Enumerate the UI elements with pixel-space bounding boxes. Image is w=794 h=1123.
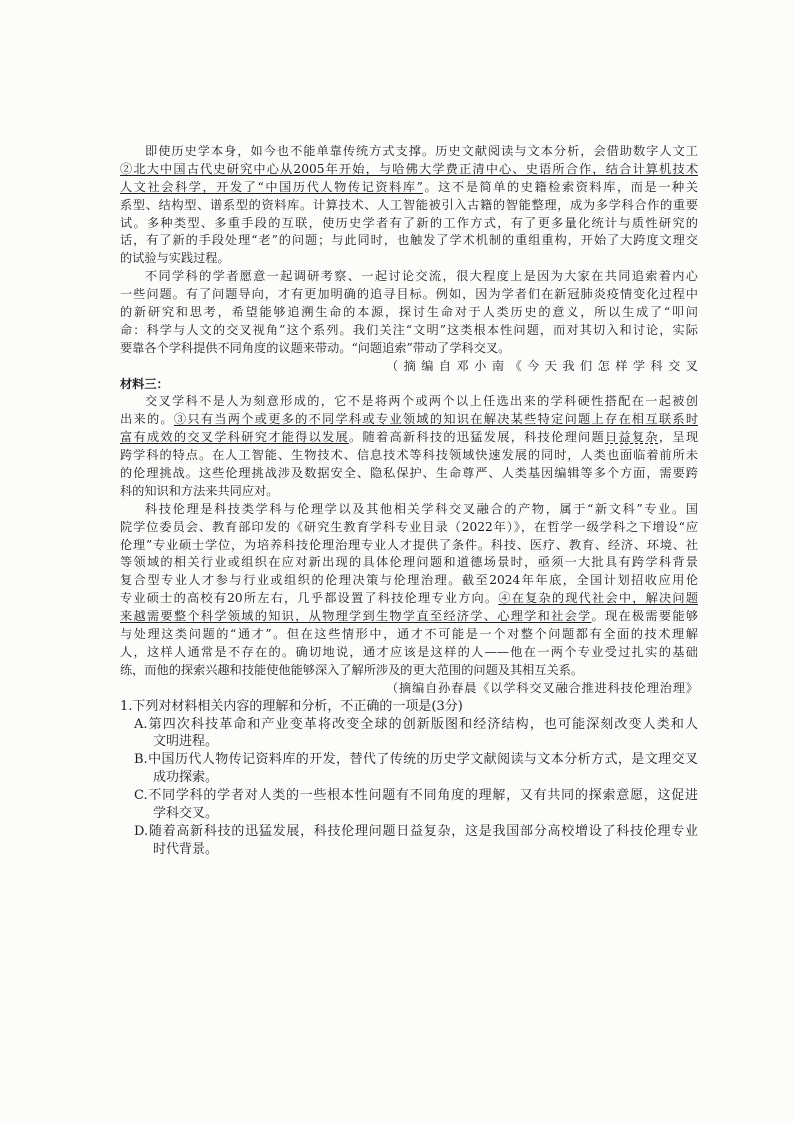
underlined-text: ④在复杂的现代社会中，解决问题 <box>498 591 698 606</box>
plain-text: ，呈现 <box>658 430 698 445</box>
plain-text: 。随着高新科技的迅猛发展，科技伦理问题 <box>349 430 605 445</box>
text-line <box>120 161 698 179</box>
text-line <box>120 608 698 626</box>
plain-text: 。这不是简单的史籍检索资料库，而是一种关 <box>422 179 698 194</box>
text-line <box>120 590 698 608</box>
text-line: 跨学科的特点。在人工智能、生物技术、信息技术等科技领域快速发展的同时，人类也面临着前所未 <box>120 448 698 463</box>
option-c-continued: 学科交叉。 <box>153 805 219 821</box>
text-line: 试。多种类型、多重手段的互联，使历史学者有了新的工作方式，有了更多量化统计与质性研究的 <box>120 215 698 230</box>
underlined-text: ②北大中国古代史研究中心从2005年开始，与哈佛大学费正清中心、史语所合作，结合计算机技术 <box>120 161 698 176</box>
text-line: 与处理这类问题的“通才”。但在这些情形中，通才不可能是一个对整个问题都有全面的技术理解 <box>120 627 698 642</box>
underlined-text: 来越需要整个科学领域的知识，从物理学到生物学直至经济学、心理学和社会学 <box>120 609 592 624</box>
source-citation: （摘编自邓小南《今天我们怎样学科交叉 <box>386 358 698 373</box>
section-heading: 材料三： <box>120 376 169 391</box>
underlined-text: 人文社会科学，开发了“中国历代人物传记资料库” <box>120 179 423 194</box>
text-line: 系型、结构型、谱系型的资料库。计算技术、人工智能被引入古籍的智能整理，成为多学科合作的重要 <box>120 197 698 212</box>
reading-passage <box>120 143 698 859</box>
text-line: 科技伦理是科技类学科与伦理学以及其他相关学科交叉融合的产物，属于“新文科”专业。国 <box>145 501 698 516</box>
text-line <box>120 411 698 429</box>
text-line: 的试验与实践过程。 <box>120 251 230 266</box>
text-line <box>120 429 698 447</box>
text-line: 命：科学与人文的交叉视角”这个系列。我们关注“文明”这类根本性问题，而对其切入和讨论，实际 <box>120 322 698 337</box>
text-line: 科的知识和方法来共同应对。 <box>120 483 279 498</box>
option-b-continued: 成功探索。 <box>153 770 219 786</box>
text-line: 院学位委员会、教育部印发的《研究生教育学科专业目录（2022年）》，在哲学一级学科之下增设“应 <box>120 519 698 534</box>
text-line: 的新研究和思考，希望能够追溯生命的本源，探讨生命对于人类历史的意义，所以生成了“叩问 <box>120 305 698 320</box>
plain-text: 出来的。 <box>120 412 174 427</box>
text-line: 一些问题。有了问题导向，才有更加明确的追寻目标。例如，因为学者们在新冠肺炎疫情变化过程中 <box>120 287 698 302</box>
text-line: 即使历史学本身，如今也不能单靠传统方式支撑。历史文献阅读与文本分析，会借助数字人文工 <box>145 144 698 158</box>
option-a-continued: 文明进程。 <box>153 734 219 750</box>
text-line: 要靠各个学科提供不同角度的议题来带动。“问题追索”带动了学科交叉。 <box>120 340 511 355</box>
question-stem: 1.下列对材料相关内容的理解和分析，不正确的一项是(3分) <box>120 698 463 714</box>
option-d-continued: 时代背景。 <box>153 841 219 857</box>
text-line: 的伦理挑战。这些伦理挑战涉及数据安全、隐私保护、生命尊严、人类基因编辑等多个方面，需要跨 <box>120 466 698 481</box>
source-citation: （摘编自孙春晨《以学科交叉融合推进科技伦理治理》 <box>386 680 698 695</box>
option-c: C.不同学科的学者对人类的一些根本性问题有不同角度的理解，又有共同的探索意愿，这促进 <box>134 788 698 804</box>
option-a: A.第四次科技革命和产业变革将改变全球的创新版图和经济结构，也可能深刻改变人类和人 <box>134 716 698 732</box>
text-line: 练，而他的探索兴趣和技能使他能够深入了解所涉及的更大范围的问题及其相互关系。 <box>120 662 584 677</box>
text-line: 交叉学科不是人为刻意形成的，它不是将两个或两个以上任选出来的学科硬性搭配在一起被创 <box>145 394 698 409</box>
text-line: 话，有了新的手段处理“老”的问题；与此同时，也触发了学术机制的重组重构，开始了大跨度文理交 <box>120 233 698 248</box>
underlined-text: ③只有当两个或更多的不同学科或专业领域的知识在解决某些特定问题上存在相互联系时 <box>173 412 698 427</box>
plain-text: 。现在极需要能够 <box>591 609 698 624</box>
text-line <box>120 179 698 197</box>
option-b: B.中国历代人物传记资料库的开发，替代了传统的历史学文献阅读与文本分析方式，是文理交叉 <box>134 752 698 768</box>
text-line: 不同学科的学者愿意一起调研考察、一起讨论交流，很大程度上是因为大家在共同追索着内心 <box>145 269 698 284</box>
emphasis-text: 日益复杂 <box>605 430 659 445</box>
text-line: 人，这样人通常是不存在的。确切地说，通才应该是这样的人——他在一两个专业受过扎实的基础 <box>120 644 698 659</box>
plain-text: 专业硕士的高校有20所左右，几乎都设置了科技伦理专业方向。 <box>120 591 499 606</box>
option-d: D.随着高新科技的迅猛发展，科技伦理问题日益复杂，这是我国部分高校增设了科技伦理专业 <box>134 823 698 839</box>
underlined-text: 富有成效的交叉学科研究才能得以发展 <box>120 430 350 445</box>
text-line: 等领域的相关行业或组织在应对新出现的具体伦理问题和道德场景时，亟须一大批具有跨学科背景 <box>120 555 698 570</box>
text-line: 伦理”专业硕士学位，为培养科技伦理治理专业人才提供了条件。科技、医疗、教育、经济、环境、社 <box>120 537 698 552</box>
text-line: 复合型专业人才参与行业或组织的伦理决策与伦理治理。截至2024年年底，全国计划招收应用伦 <box>120 573 698 588</box>
